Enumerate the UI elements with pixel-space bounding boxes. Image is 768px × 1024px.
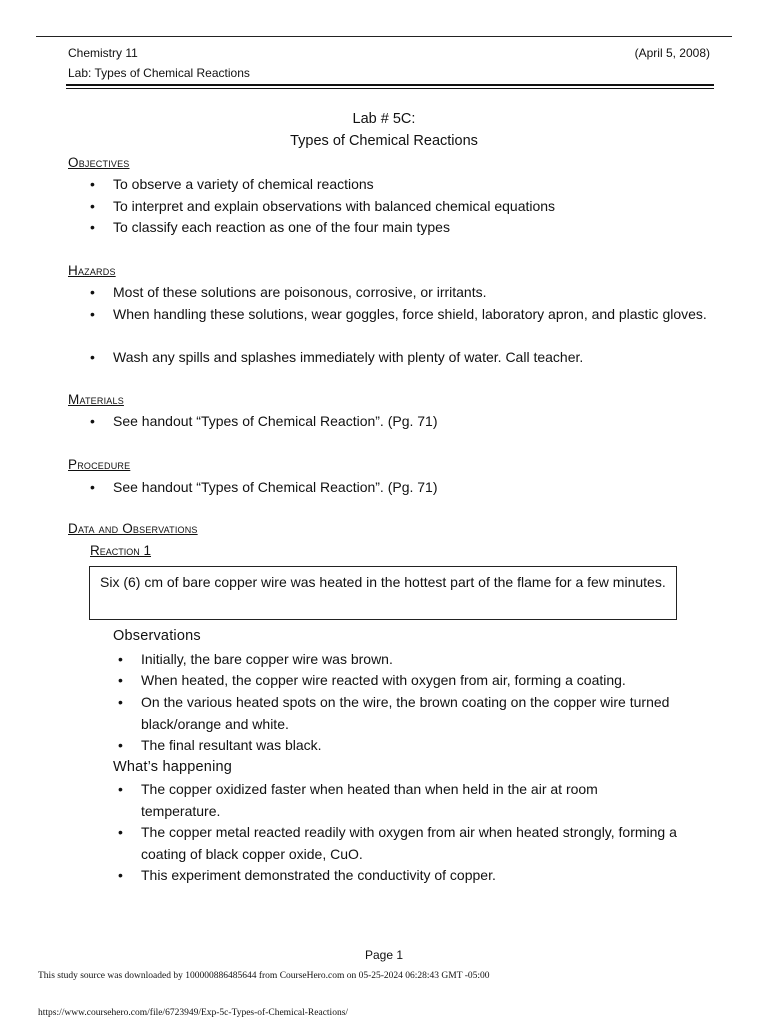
objective-text: To classify each reaction as one of the four main types [113, 219, 450, 235]
reaction1-heading: Reaction 1 [90, 543, 152, 558]
observation-text: On the various heated spots on the wire, the brown coating on the copper wire turned black/orange and white. [141, 694, 670, 732]
course-name: Chemistry 11 [68, 46, 138, 60]
happening-text: The copper metal reacted readily with oxygen from air when heated strongly, forming a coating of black copper oxide, CuO. [141, 824, 677, 862]
bullet: • [90, 349, 95, 365]
happening-heading: What’s happening [113, 759, 233, 775]
bullet: • [90, 306, 95, 322]
observation-text: Initially, the bare copper wire was brown. [141, 651, 393, 667]
page-number: Page 1 [364, 948, 404, 962]
materials-text: See handout “Types of Chemical Reaction”. (Pg. 71) [113, 413, 438, 429]
top-rule [36, 36, 732, 37]
observations-heading: Observations [113, 628, 201, 644]
bullet: • [118, 672, 123, 688]
data-heading: Data and Observations [68, 521, 198, 536]
bullet: • [118, 694, 123, 710]
hazard-text: Most of these solutions are poisonous, corrosive, or irritants. [113, 284, 487, 300]
bullet: • [90, 479, 95, 495]
objectives-heading: Objectives [68, 155, 130, 170]
happening-text: This experiment demonstrated the conductivity of copper. [141, 867, 496, 883]
page-title-line2: Types of Chemical Reactions [290, 133, 478, 149]
bullet: • [90, 219, 95, 235]
bullet: • [118, 824, 123, 840]
bullet: • [118, 651, 123, 667]
header-date: (April 5, 2008) [634, 46, 710, 60]
bullet: • [90, 176, 95, 192]
bullet: • [90, 413, 95, 429]
hazards-heading: Hazards [68, 263, 116, 278]
observation-text: When heated, the copper wire reacted with oxygen from air, forming a coating. [141, 672, 626, 688]
bullet: • [118, 867, 123, 883]
header-rule [66, 84, 714, 89]
bullet: • [118, 737, 123, 753]
bullet: • [118, 781, 123, 797]
happening-text: The copper oxidized faster when heated than when held in the air at room temperature. [141, 781, 598, 819]
bullet: • [90, 198, 95, 214]
observation-text: The final resultant was black. [141, 737, 322, 753]
source-note: This study source was downloaded by 100000886485644 from CourseHero.com on 05-25-2024 06:28:43 GMT -05:00 [38, 971, 490, 981]
hazard-text: When handling these solutions, wear goggles, force shield, laboratory apron, and plastic gloves. [113, 306, 707, 322]
procedure-text: See handout “Types of Chemical Reaction”. (Pg. 71) [113, 479, 438, 495]
bullet: • [90, 284, 95, 300]
page-title-line1: Lab # 5C: [352, 111, 416, 127]
hazard-text: Wash any spills and splashes immediately with plenty of water. Call teacher. [113, 349, 584, 365]
objective-text: To interpret and explain observations with balanced chemical equations [113, 198, 556, 214]
materials-heading: Materials [68, 392, 124, 407]
objective-text: To observe a variety of chemical reactions [113, 176, 374, 192]
reaction1-description: Six (6) cm of bare copper wire was heated in the hottest part of the flame for a few minutes. [100, 574, 666, 590]
procedure-heading: Procedure [68, 457, 131, 472]
lab-name: Lab: Types of Chemical Reactions [68, 66, 250, 80]
source-url[interactable]: https://www.coursehero.com/file/6723949/Exp-5c-Types-of-Chemical-Reactions/ [38, 1008, 349, 1018]
